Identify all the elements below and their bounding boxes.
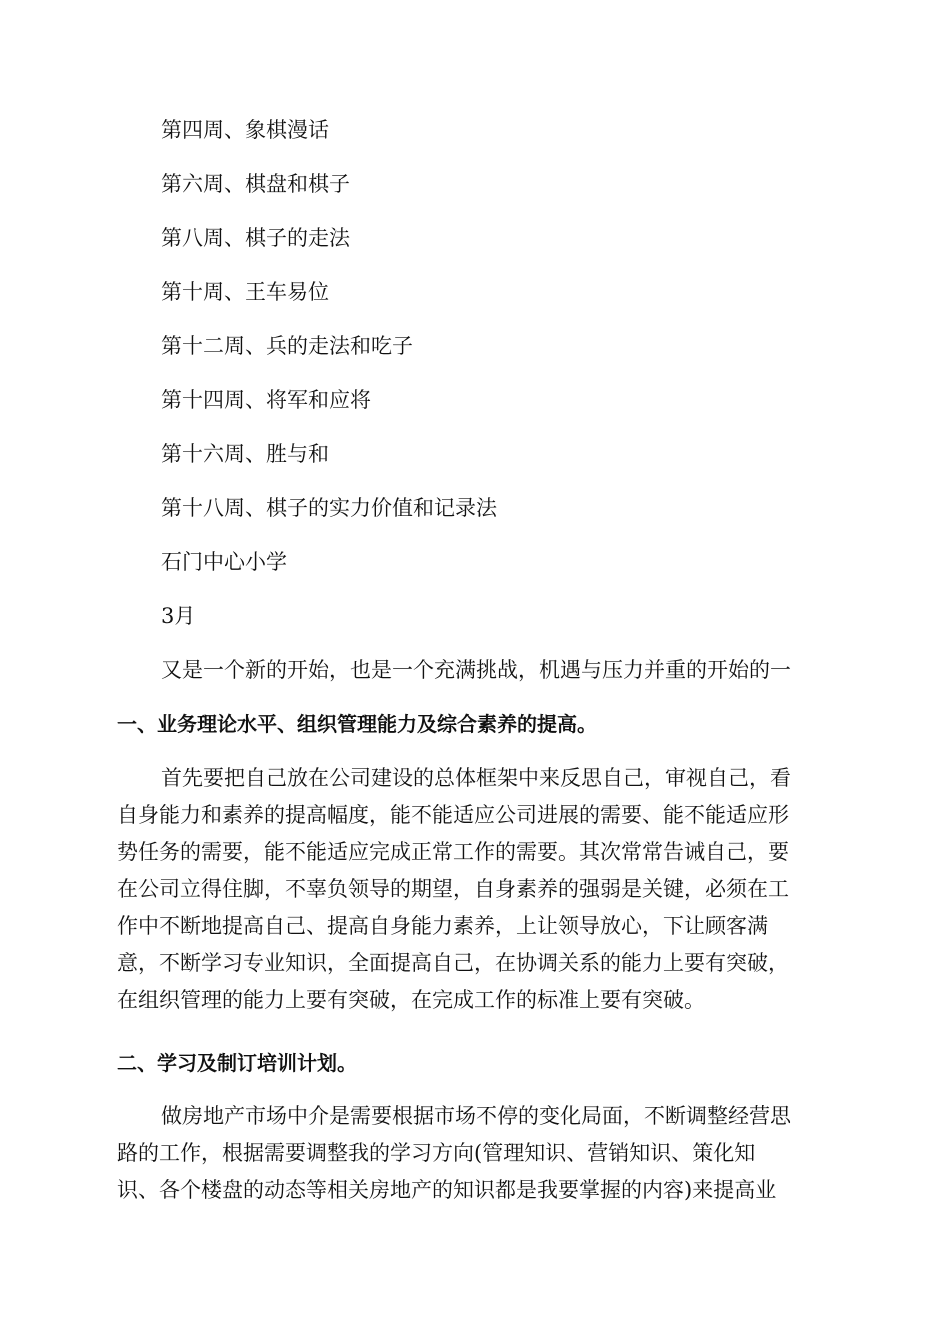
paragraph-line: 在组织管理的能力上要有突破，在完成工作的标准上要有突破。 <box>117 988 705 1012</box>
month-label: 3月 <box>161 604 196 628</box>
paragraph-line: 意，不断学习专业知识，全面提高自己，在协调关系的能力上要有突破， <box>117 951 789 975</box>
paragraph-line: 作中不断地提高自己、提高自身能力素养，上让领导放心，下让顾客满 <box>117 914 768 938</box>
section-heading-2: 二、学习及制订培训计划。 <box>117 1051 357 1075</box>
paragraph-line: 首先要把自己放在公司建设的总体框架中来反思自己，审视自己，看 <box>161 766 791 790</box>
paragraph-line: 在公司立得住脚，不辜负领导的期望，自身素养的强弱是关键，必须在工 <box>117 877 789 901</box>
paragraph-line: 势任务的需要，能不能适应完成正常工作的需要。其次常常告诫自己，要 <box>117 840 789 864</box>
schedule-item: 第八周、棋子的走法 <box>161 226 350 250</box>
schedule-item: 第十六周、胜与和 <box>161 442 329 466</box>
section-1-paragraph <box>117 760 833 1019</box>
schedule-item: 第十四周、将军和应将 <box>161 388 371 412</box>
school-name: 石门中心小学 <box>161 550 287 574</box>
section-2-paragraph <box>117 1098 833 1209</box>
schedule-item: 第六周、棋盘和棋子 <box>161 172 350 196</box>
schedule-item: 第四周、象棋漫话 <box>161 118 329 142</box>
paragraph-line: 自身能力和素养的提高幅度，能不能适应公司进展的需要、能不能适应形 <box>117 803 789 827</box>
section-heading-1: 一、业务理论水平、组织管理能力及综合素养的提高。 <box>117 712 597 736</box>
intro-text: 又是一个新的开始，也是一个充满挑战，机遇与压力并重的开始的一 <box>161 658 791 682</box>
schedule-item: 第十八周、棋子的实力价值和记录法 <box>161 496 497 520</box>
schedule-item: 第十二周、兵的走法和吃子 <box>161 334 413 358</box>
schedule-item: 第十周、王车易位 <box>161 280 329 304</box>
paragraph-line: 路的工作，根据需要调整我的学习方向(管理知识、营销知识、策化知 <box>117 1141 756 1165</box>
paragraph-line: 识、各个楼盘的动态等相关房地产的知识都是我要掌握的内容)来提高业 <box>117 1178 777 1202</box>
paragraph-line: 做房地产市场中介是需要根据市场不停的变化局面，不断调整经营思 <box>161 1104 791 1128</box>
